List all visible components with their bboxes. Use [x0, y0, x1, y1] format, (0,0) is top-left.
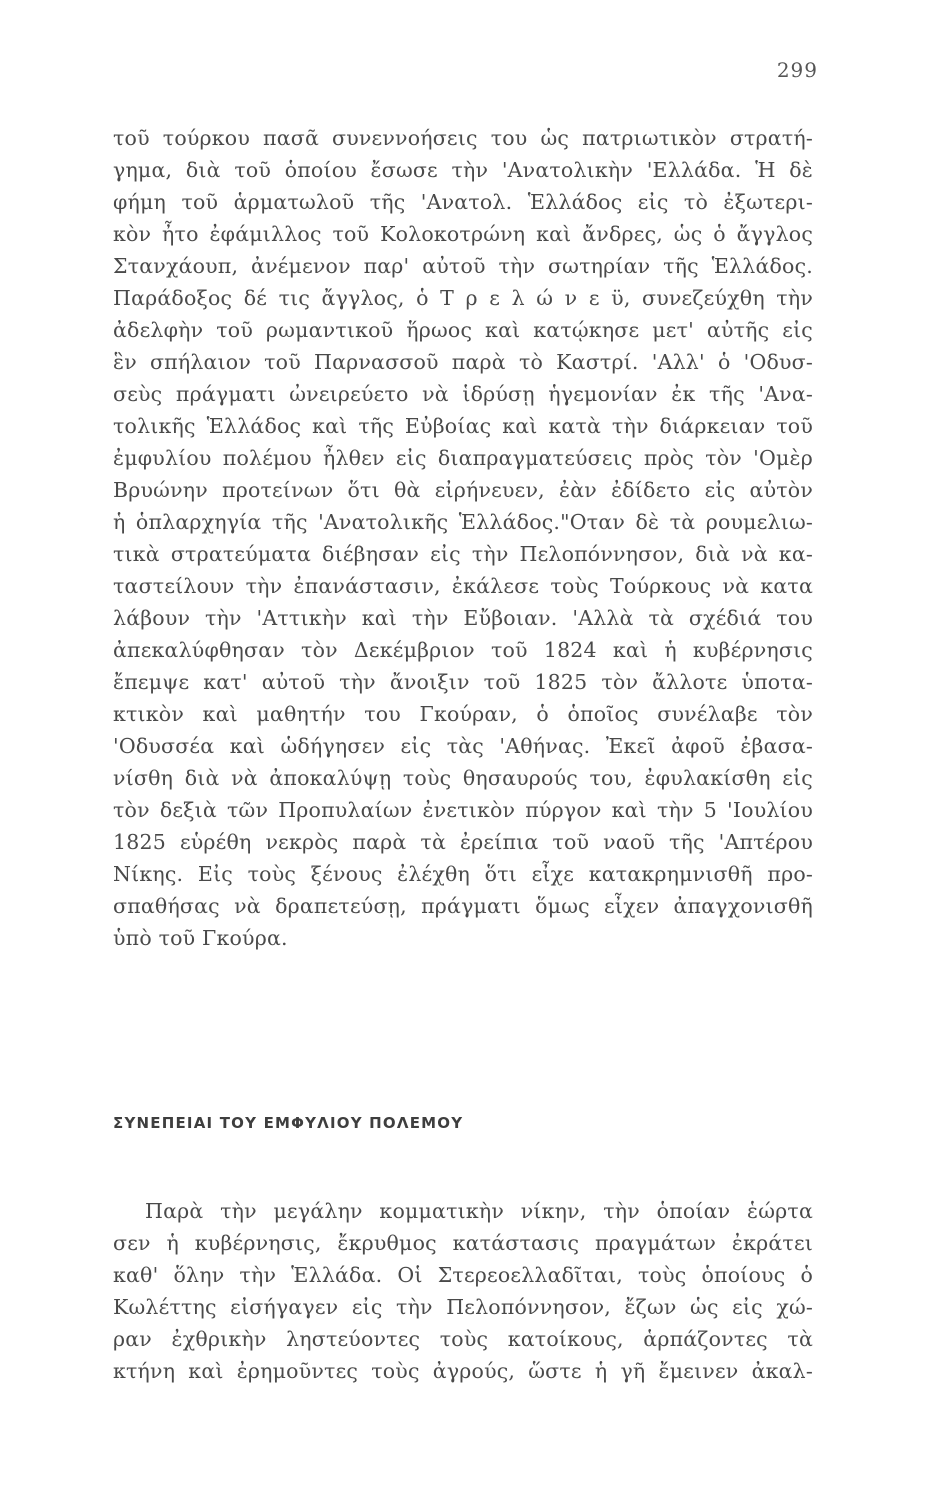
text-line: ραν ἐχθρικὴν ληστεύοντες τοὺς κατοίκους, ἁρπάζοντες τὰ: [113, 1327, 813, 1351]
text-line: σεν ἡ κυβέρνησις, ἔκρυθμος κατάστασις πραγμάτων ἐκράτει: [113, 1231, 813, 1255]
text-line: καθ' ὅλην τὴν Ἑλλάδα. Οἱ Στερεοελλαδῖται, τοὺς ὁποίους ὁ: [113, 1263, 813, 1287]
text-line: Παράδοξος δέ τις ἄγγλος, ὁ Τ ρ ε λ ώ ν ε ϋ, συνεζεύχθη τὴν: [113, 286, 813, 310]
text-line: λάβουν τὴν 'Αττικὴν καὶ τὴν Εὔβοιαν. 'Αλλὰ τὰ σχέδιά του: [113, 606, 813, 630]
text-line: ὑπὸ τοῦ Γκούρα.: [113, 926, 288, 950]
text-line: 1825 εὑρέθη νεκρὸς παρὰ τὰ ἐρείπια τοῦ ναοῦ τῆς 'Απτέρου: [113, 830, 813, 854]
text-line: σεὺς πράγματι ὠνειρεύετο νὰ ἱδρύσῃ ἡγεμονίαν ἐκ τῆς 'Ανα-: [113, 382, 813, 406]
text-line: ταστείλουν τὴν ἐπανάστασιν, ἐκάλεσε τοὺς Τούρκους νὰ κατα: [113, 574, 813, 598]
text-line: κτήνη καὶ ἐρημοῦντες τοὺς ἀγρούς, ὥστε ἡ γῆ ἔμεινεν ἀκαλ-: [113, 1359, 813, 1383]
text-line: ἀπεκαλύφθησαν τὸν Δεκέμβριον τοῦ 1824 καὶ ἡ κυβέρνησις: [113, 638, 813, 662]
text-line: νίσθη διὰ νὰ ἀποκαλύψῃ τοὺς θησαυρούς του, ἐφυλακίσθη εἰς: [113, 766, 813, 790]
text-line: Βρυώνην προτείνων ὅτι θὰ εἰρήνευεν, ἐὰν ἐδίδετο εἰς αὐτὸν: [113, 478, 813, 502]
text-line: τοῦ τούρκου πασᾶ συνεννοήσεις του ὡς πατριωτικὸν στρατή-: [113, 126, 813, 150]
text-line: Στανχάουπ, ἀνέμενον παρ' αὐτοῦ τὴν σωτηρίαν τῆς Ἑλλάδος.: [113, 254, 813, 278]
section-heading: ΣΥΝΕΠΕΙΑΙ ΤΟΥ ΕΜΦΥΛΙΟΥ ΠΟΛΕΜΟΥ: [113, 1114, 464, 1132]
text-line: κὸν ἦτο ἐφάμιλλος τοῦ Κολοκοτρώνη καὶ ἄνδρες, ὡς ὁ ἄγγλος: [113, 222, 813, 246]
text-line: ἓν σπήλαιον τοῦ Παρνασσοῦ παρὰ τὸ Καστρί. 'Αλλ' ὁ 'Οδυσ-: [113, 350, 813, 374]
text-line: ἔπεμψε κατ' αὐτοῦ τὴν ἄνοιξιν τοῦ 1825 τὸν ἄλλοτε ὑποτα-: [113, 670, 813, 694]
text-line: τὸν δεξιὰ τῶν Προπυλαίων ἐνετικὸν πύργον καὶ τὴν 5 'Ιουλίου: [113, 798, 813, 822]
text-line: ἡ ὁπλαρχηγία τῆς 'Ανατολικῆς Ἑλλάδος."Οταν δὲ τὰ ρουμελιω-: [113, 510, 813, 534]
text-line: φήμη τοῦ ἁρματωλοῦ τῆς 'Ανατολ. Ἑλλάδος εἰς τὸ ἐξωτερι-: [113, 190, 813, 214]
paragraph-consequences: [113, 1195, 813, 1387]
page-number: 299: [776, 58, 818, 82]
text-line: Κωλέττης εἰσήγαγεν εἰς τὴν Πελοπόννησον, ἔζων ὡς εἰς χώ-: [113, 1295, 813, 1319]
text-line: τικὰ στρατεύματα διέβησαν εἰς τὴν Πελοπόννησον, διὰ νὰ κα-: [113, 542, 813, 566]
text-line: Νίκης. Εἰς τοὺς ξένους ἐλέχθη ὅτι εἶχε κατακρημνισθῆ προ-: [113, 862, 813, 886]
paragraph-odysseas: [113, 122, 813, 954]
text-line: σπαθήσας νὰ δραπετεύσῃ, πράγματι ὅμως εἶχεν ἀπαγχονισθῆ: [113, 894, 813, 918]
text-line: Παρὰ τὴν μεγάλην κομματικὴν νίκην, τὴν ὁποίαν ἑώρτα: [145, 1199, 813, 1223]
text-line: τολικῆς Ἑλλάδος καὶ τῆς Εὐβοίας καὶ κατὰ τὴν διάρκειαν τοῦ: [113, 414, 813, 438]
text-line: γημα, διὰ τοῦ ὁποίου ἔσωσε τὴν 'Ανατολικὴν 'Ελλάδα. Ἡ δὲ: [113, 158, 813, 182]
text-line: ἀδελφὴν τοῦ ρωμαντικοῦ ἥρωος καὶ κατῴκησε μετ' αὐτῆς εἰς: [113, 318, 813, 342]
text-line: κτικὸν καὶ μαθητήν του Γκούραν, ὁ ὁποῖος συνέλαβε τὸν: [113, 702, 813, 726]
text-line: ἐμφυλίου πολέμου ἦλθεν εἰς διαπραγματεύσεις πρὸς τὸν 'Ομὲρ: [113, 446, 813, 470]
text-line: 'Οδυσσέα καὶ ὡδήγησεν εἰς τὰς 'Αθήνας. Ἐκεῖ ἀφοῦ ἐβασα-: [113, 734, 813, 758]
